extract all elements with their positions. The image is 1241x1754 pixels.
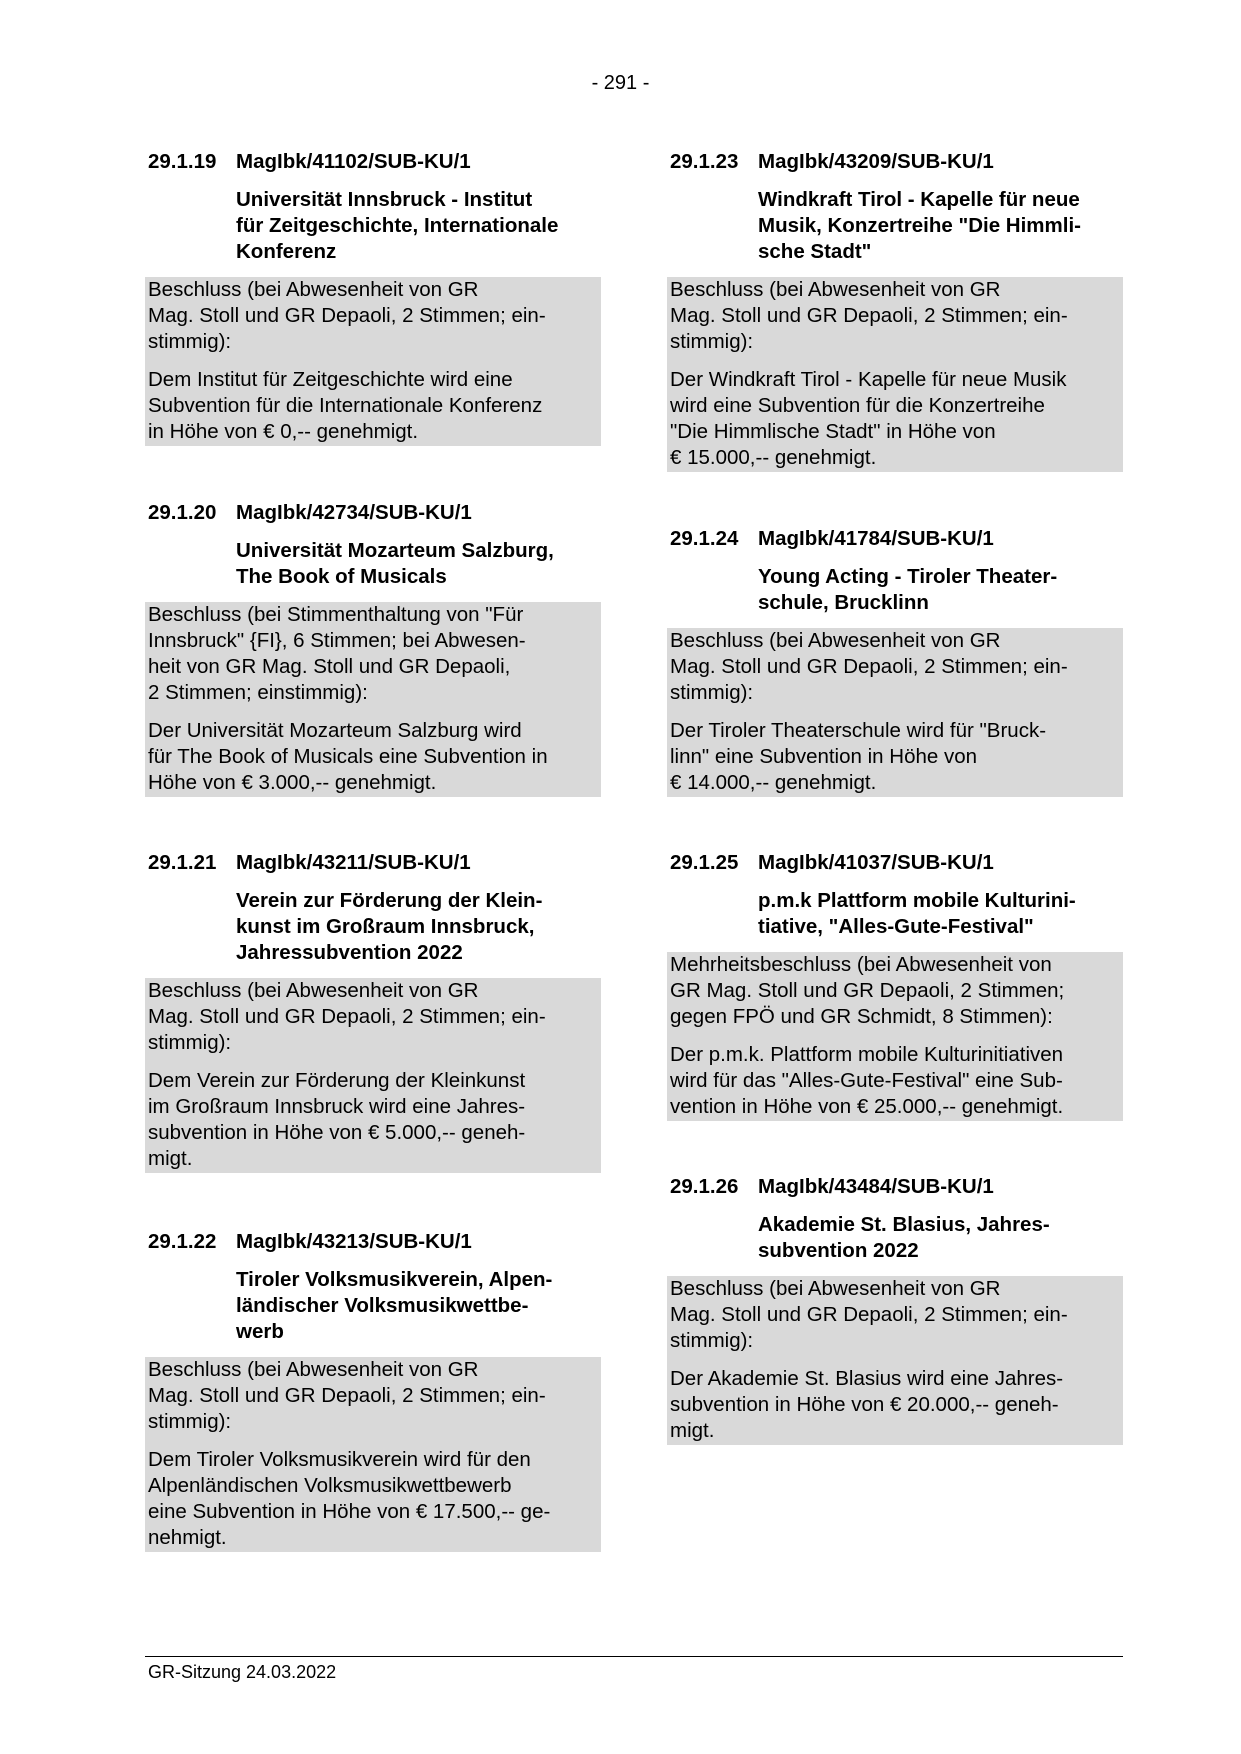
resolution-text: Dem Institut für Zeitgeschichte wird eine Subvention für die Internationale Konferenz in Höhe von € 0,-- genehmigt. (148, 368, 543, 443)
agenda-item (145, 149, 601, 446)
resolution-text: Dem Tiroler Volksmusikverein wird für den Alpenländischen Volksmusikwettbewerb eine Subvention in Höhe von € 17.500,-- ge- nehmigt. (148, 1448, 551, 1549)
decision-text: Mehrheitsbeschluss (bei Abwesenheit von GR Mag. Stoll und GR Depaoli, 2 Stimmen; gegen FPÖ und GR Schmidt, 8 Stimmen): (670, 953, 1065, 1028)
item-number: 29.1.22 (148, 1230, 217, 1253)
item-heading (145, 1229, 601, 1255)
agenda-item (667, 526, 1123, 797)
item-number: 29.1.24 (670, 527, 739, 550)
resolution-text: Der Windkraft Tirol - Kapelle für neue Musik wird eine Subvention für die Konzertreihe "Die Himmlische Stadt" in Höhe von € 15.000,-- genehmigt. (670, 368, 1067, 469)
item-heading (145, 850, 601, 876)
item-title: Verein zur Förderung der Klein- kunst im Großraum Innsbruck, Jahressubvention 2022 (236, 889, 543, 964)
item-heading (145, 500, 601, 526)
decision-box (667, 1276, 1123, 1445)
decision-box (145, 602, 601, 797)
decision-box (145, 277, 601, 446)
footer-rule (145, 1656, 1123, 1657)
item-number: 29.1.21 (148, 851, 217, 874)
decision-text: Beschluss (bei Abwesenheit von GR Mag. Stoll und GR Depaoli, 2 Stimmen; ein- stimmig): (148, 979, 546, 1054)
item-code: MagIbk/43484/SUB-KU/1 (758, 1175, 994, 1198)
item-heading (667, 149, 1123, 175)
item-title: Tiroler Volksmusikverein, Alpen- ländischer Volksmusikwettbe- werb (236, 1268, 553, 1343)
item-number: 29.1.25 (670, 851, 739, 874)
agenda-item (145, 850, 601, 1173)
item-number: 29.1.26 (670, 1175, 739, 1198)
item-code: MagIbk/41037/SUB-KU/1 (758, 851, 994, 874)
agenda-item (667, 149, 1123, 472)
item-code: MagIbk/41102/SUB-KU/1 (236, 150, 471, 173)
resolution-text: Dem Verein zur Förderung der Kleinkunst im Großraum Innsbruck wird eine Jahres- subvention in Höhe von € 5.000,-- geneh- migt. (148, 1069, 526, 1170)
resolution-text: Der Akademie St. Blasius wird eine Jahres- subvention in Höhe von € 20.000,-- geneh- migt. (670, 1367, 1064, 1442)
agenda-item (667, 1174, 1123, 1445)
item-title: Windkraft Tirol - Kapelle für neue Musik, Konzertreihe "Die Himmli- sche Stadt" (758, 188, 1081, 263)
item-code: MagIbk/43209/SUB-KU/1 (758, 150, 994, 173)
agenda-item (145, 1229, 601, 1552)
decision-box (145, 1357, 601, 1552)
footer-text: GR-Sitzung 24.03.2022 (148, 1662, 337, 1682)
item-title: p.m.k Plattform mobile Kulturini- tiative, "Alles-Gute-Festival" (758, 889, 1076, 938)
resolution-text: Der p.m.k. Plattform mobile Kulturinitiativen wird für das "Alles-Gute-Festival" eine Sub- vention in Höhe von € 25.000,-- genehmigt. (670, 1043, 1064, 1118)
item-title: Universität Innsbruck - Institut für Zeitgeschichte, Internationale Konferenz (236, 188, 559, 263)
decision-box (667, 628, 1123, 797)
decision-text: Beschluss (bei Abwesenheit von GR Mag. Stoll und GR Depaoli, 2 Stimmen; ein- stimmig): (670, 1277, 1068, 1352)
decision-text: Beschluss (bei Abwesenheit von GR Mag. Stoll und GR Depaoli, 2 Stimmen; ein- stimmig): (148, 278, 546, 353)
item-title: Akademie St. Blasius, Jahres- subvention 2022 (758, 1213, 1050, 1262)
page-number: - 291 - (591, 72, 650, 94)
item-number: 29.1.19 (148, 150, 217, 173)
decision-text: Beschluss (bei Abwesenheit von GR Mag. Stoll und GR Depaoli, 2 Stimmen; ein- stimmig): (148, 1358, 546, 1433)
decision-text: Beschluss (bei Abwesenheit von GR Mag. Stoll und GR Depaoli, 2 Stimmen; ein- stimmig): (670, 629, 1068, 704)
decision-box (145, 978, 601, 1173)
item-title: Young Acting - Tiroler Theater- schule, Brucklinn (758, 565, 1058, 614)
item-code: MagIbk/41784/SUB-KU/1 (758, 527, 994, 550)
resolution-text: Der Universität Mozarteum Salzburg wird für The Book of Musicals eine Subvention in Höhe von € 3.000,-- genehmigt. (148, 719, 548, 794)
agenda-item (145, 500, 601, 797)
decision-text: Beschluss (bei Stimmenthaltung von "Für Innsbruck" {FI}, 6 Stimmen; bei Abwesen- heit von GR Mag. Stoll und GR Depaoli, 2 Stimmen; einstimmig): (148, 603, 526, 704)
agenda-item (667, 850, 1123, 1121)
item-heading (667, 1174, 1123, 1200)
decision-text: Beschluss (bei Abwesenheit von GR Mag. Stoll und GR Depaoli, 2 Stimmen; ein- stimmig): (670, 278, 1068, 353)
item-code: MagIbk/43213/SUB-KU/1 (236, 1230, 472, 1253)
item-number: 29.1.23 (670, 150, 739, 173)
item-title: Universität Mozarteum Salzburg, The Book of Musicals (236, 539, 554, 588)
resolution-text: Der Tiroler Theaterschule wird für "Bruck- linn" eine Subvention in Höhe von € 14.000,-- genehmigt. (670, 719, 1047, 794)
item-heading (145, 149, 601, 175)
decision-box (667, 952, 1123, 1121)
item-code: MagIbk/43211/SUB-KU/1 (236, 851, 471, 874)
item-number: 29.1.20 (148, 501, 217, 524)
item-code: MagIbk/42734/SUB-KU/1 (236, 501, 472, 524)
item-heading (667, 526, 1123, 552)
decision-box (667, 277, 1123, 472)
item-heading (667, 850, 1123, 876)
